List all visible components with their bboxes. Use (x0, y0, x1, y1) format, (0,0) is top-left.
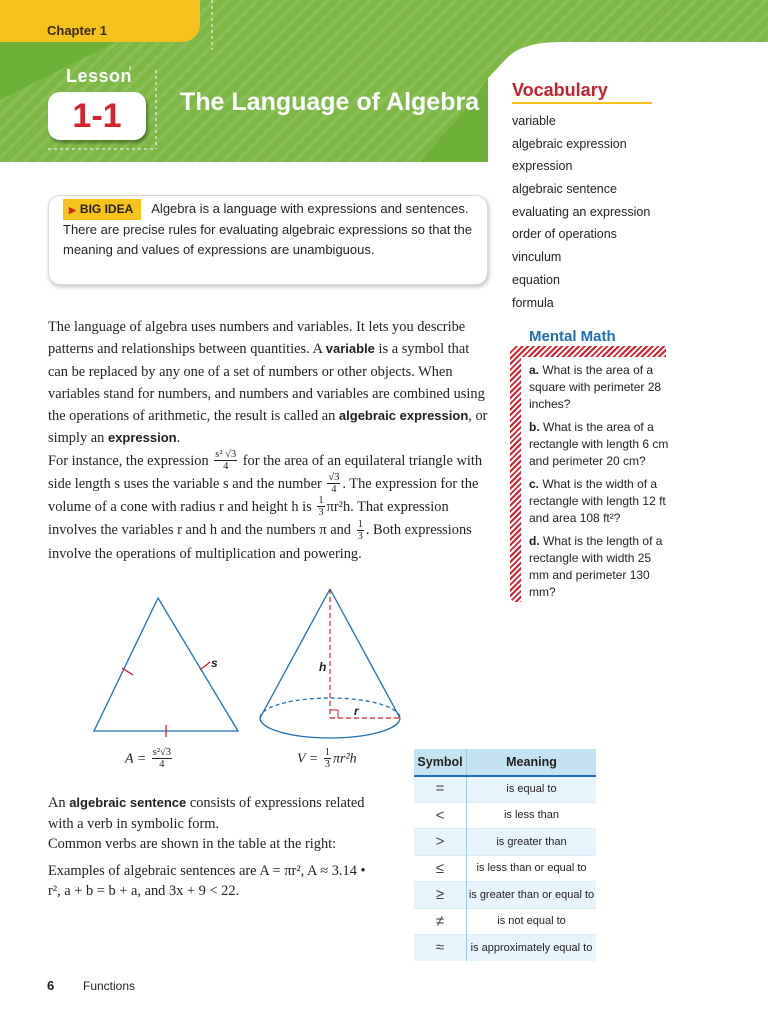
table-header-meaning: Meaning (467, 749, 597, 776)
formula-lhs: A = (125, 751, 147, 767)
table-cell-meaning: is approximately equal to (467, 935, 597, 961)
mental-math-title: Mental Math (529, 328, 616, 345)
big-idea-tag (63, 199, 141, 220)
lesson-title: The Language of Algebra (180, 88, 480, 116)
fraction-numerator: s²√3 (152, 747, 171, 758)
table-row (414, 802, 596, 829)
mental-math-item (529, 533, 669, 601)
fraction-denominator: 4 (223, 460, 229, 472)
lesson-number: 1-1 (72, 97, 122, 135)
table-header-rule (414, 775, 596, 777)
table-cell-symbol: > (414, 829, 467, 856)
table-cell-meaning: is greater than (467, 829, 597, 856)
term-expression: expression (107, 430, 177, 446)
table-row (414, 855, 596, 882)
fraction-denominator: 4 (159, 759, 165, 770)
body-paragraph-1 (48, 316, 490, 450)
vocabulary-term: vinculum (512, 250, 562, 265)
table-row (414, 908, 596, 935)
equilateral-triangle (94, 598, 238, 737)
fraction-denominator: 3 (324, 759, 330, 770)
table-cell-meaning: is less than or equal to (467, 855, 597, 882)
term-algebraic-sentence: algebraic sentence (69, 795, 187, 810)
body-text: for the area of an equilateral triangle with side length s uses the variable s and the number (48, 452, 483, 492)
table-row (414, 829, 596, 856)
vocabulary-rule (512, 102, 652, 104)
body-text: . (176, 430, 181, 447)
table-cell-symbol: ≤ (414, 855, 467, 882)
big-idea-label: BIG IDEA (79, 202, 134, 216)
cone-height-label: h (319, 660, 327, 674)
vocabulary-term: order of operations (512, 227, 617, 242)
fraction-one-third (317, 495, 324, 518)
body-text: πr²h. That expression involves the variables r and h and the numbers π and (48, 499, 449, 539)
body-text: . Both expressions involve the operations of multiplication and powering. (48, 522, 472, 562)
table-cell-meaning: is not equal to (467, 908, 597, 935)
vocabulary-term: equation (512, 272, 560, 287)
page-section-name: Functions (83, 979, 136, 993)
term-algebraic-expression: algebraic expression (338, 408, 469, 424)
symbol-table (414, 749, 596, 961)
table-row (414, 935, 596, 961)
table-cell-symbol: < (414, 802, 467, 829)
item-letter: a. (529, 363, 540, 377)
lesson-word: Lesson (66, 66, 133, 86)
lesson-number-box (48, 92, 146, 140)
vocabulary-term: algebraic expression (512, 136, 627, 151)
fraction-denominator: 3 (357, 530, 363, 542)
item-letter: b. (529, 420, 540, 434)
fraction-area (214, 449, 237, 472)
fraction-denominator: 3 (318, 507, 324, 519)
fraction-one-third (357, 519, 364, 542)
item-text: What is the width of a rectangle with length 12 ft and area 108 ft²? (529, 477, 666, 525)
vocabulary-title: Vocabulary (512, 80, 608, 100)
body-text: . The expression for the volume of a cone with radius r and height h is (48, 475, 479, 516)
table-header-row (414, 749, 596, 776)
body-text: Common verbs are shown in the table at the right: (48, 836, 337, 852)
table-cell-meaning: is less than (467, 802, 597, 829)
mental-math-hatch-side (510, 346, 521, 602)
cone-radius-label: r (354, 704, 359, 718)
vocabulary-term: algebraic sentence (512, 182, 617, 197)
big-idea-text: Algebra is a language with expressions and sentences. There are precise rules for evaluating algebraic expressions so that the meaning and values of expressions are unambiguous. (63, 201, 472, 257)
body-text: For instance, the expression (48, 452, 213, 469)
page-number: 6 (47, 978, 55, 993)
fraction-numerator: 1 (318, 495, 324, 507)
formula-lhs: V = (297, 751, 319, 767)
cone-volume-formula (297, 748, 357, 771)
term-variable: variable (325, 341, 375, 357)
fraction-denominator: 4 (331, 484, 337, 496)
sentence-paragraph-2: Examples of algebraic sentences are A = πr², A ≈ 3.14 • r², a + b = b + a, and 3x + 9 < 22. (48, 862, 366, 899)
fraction-numerator: 1 (324, 747, 330, 758)
triangle-area-formula (125, 748, 174, 771)
mental-math-item (529, 419, 669, 470)
item-letter: c. (529, 477, 540, 491)
vocabulary-term: expression (512, 159, 573, 174)
chapter-label: Chapter 1 (47, 23, 107, 38)
table-cell-symbol: ≠ (414, 908, 467, 935)
formula-fraction (324, 747, 331, 770)
item-text: What is the area of a square with perimeter 28 inches? (529, 363, 662, 411)
play-arrow-icon: ▶ (69, 205, 76, 215)
table-cell-symbol: ≥ (414, 882, 467, 909)
body-text: is a symbol that can be replaced by any one of a set of numbers or other objects. When variables stand for numbers, and numbers and variables are combined using the operations of arithmetic, the result is called an (48, 341, 485, 425)
fraction-numerator: s² √3 (215, 448, 237, 460)
table-cell-symbol: ≈ (414, 935, 467, 961)
algebraic-sentence-text (48, 793, 378, 908)
vocabulary-term: evaluating an expression (512, 204, 651, 219)
mental-math-hatch-top (510, 346, 666, 357)
body-text: An (48, 795, 70, 811)
fraction-numerator: 1 (357, 518, 363, 530)
table-cell-symbol: = (414, 776, 467, 803)
fraction-numerator: √3 (328, 472, 340, 484)
table-row (414, 882, 596, 909)
fraction-root3 (327, 472, 340, 495)
mental-math-item (529, 476, 669, 527)
mental-math-item (529, 362, 669, 413)
vocabulary-term: formula (512, 295, 554, 310)
body-text: The language of algebra uses numbers and variables. It lets you describe patterns and relationships between quantities. A (48, 319, 466, 358)
main-body-text (48, 316, 490, 565)
formula-rhs: πr²h (333, 751, 357, 767)
mental-math-list (529, 362, 669, 607)
big-idea-box (48, 195, 488, 285)
table-cell-meaning: is greater than or equal to (467, 882, 597, 909)
item-text: What is the area of a rectangle with length 6 cm and perimeter 20 cm? (529, 420, 669, 468)
table-header-symbol: Symbol (414, 749, 467, 776)
item-letter: d. (529, 534, 540, 548)
table-cell-meaning: is equal to (467, 776, 597, 803)
vocabulary-term: variable (512, 114, 556, 128)
sentence-paragraph-1 (48, 793, 378, 855)
body-text: consists of expressions related with a verb in symbolic form. (48, 795, 365, 832)
table-row (414, 776, 596, 803)
body-text: , or simply an (48, 408, 488, 447)
item-text: What is the length of a rectangle with width 25 mm and perimeter 130 mm? (529, 534, 663, 599)
formula-fraction (152, 747, 172, 770)
figures-diagram (70, 585, 410, 745)
triangle-side-label: s (211, 656, 218, 670)
vocabulary-list (512, 113, 650, 317)
body-paragraph-2 (48, 450, 490, 565)
cone (260, 589, 400, 738)
